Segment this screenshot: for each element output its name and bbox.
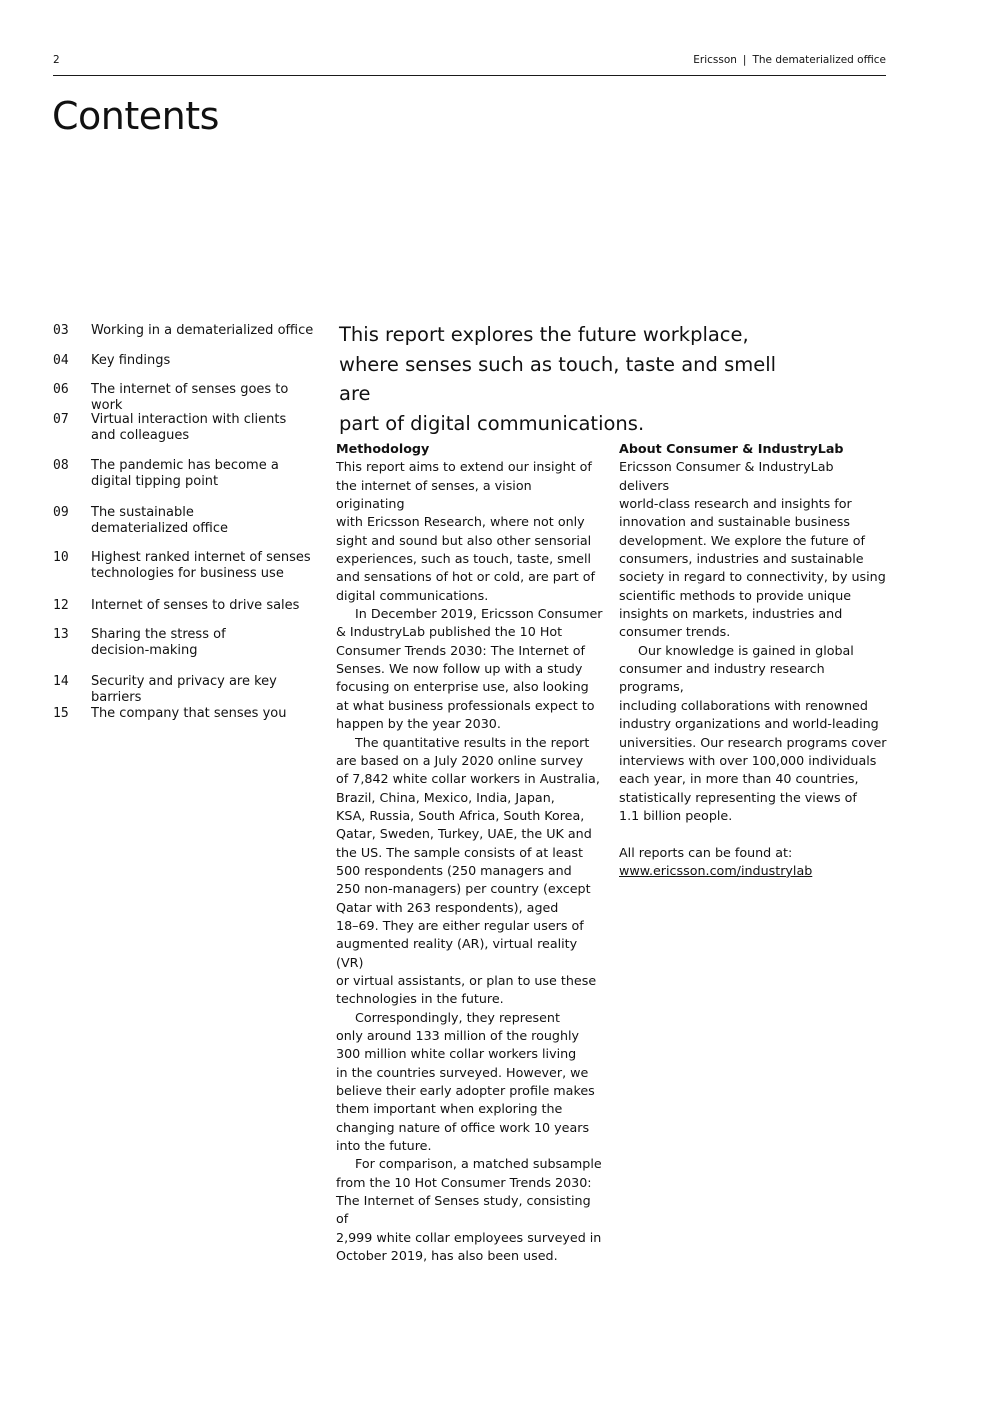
methodology-paragraph: In December 2019, Ericsson Consumer & IndustryLab published the 10 Hot Consumer Trends 2030: The Internet of Senses. We now follow up with a study focusing on enterprise use, also looking at what business professionals expect to happen by the year 2030. xyxy=(336,606,603,732)
industrylab-link[interactable]: www.ericsson.com/industrylab xyxy=(619,862,813,878)
toc-page-number: 04 xyxy=(53,353,69,368)
toc-title: Highest ranked internet of senses technologies for business use xyxy=(91,550,311,581)
reports-note: All reports can be found at: xyxy=(619,844,793,860)
toc-title: Key findings xyxy=(91,353,171,368)
about-paragraph: Our knowledge is gained in global consumer and industry research programs, including collaborations with renowned industry organizations and world-leading universities. Our research programs cover interviews with over 100,000 individuals each year, in more than 40 countries, statistically representing the views of 1.1 billion people. xyxy=(619,642,887,823)
toc-page-number: 15 xyxy=(53,706,69,721)
methodology-paragraph: For comparison, a matched subsample from the 10 Hot Consumer Trends 2030: The Internet of Senses study, consisting of 2,999 white collar employees surveyed in October 2019, has also been used. xyxy=(336,1156,602,1264)
toc-page-number: 08 xyxy=(53,458,69,473)
methodology-paragraph: Correspondingly, they represent only around 133 million of the roughly 300 million white collar workers living in the countries surveyed. However, we believe their early adopter profile makes them important when exploring the changing nature of office work 10 years into the future. xyxy=(336,1009,595,1154)
toc-page-number: 14 xyxy=(53,674,69,689)
intro-statement: This report explores the future workplace, where senses such as touch, taste and smell are part of digital communications. xyxy=(339,323,777,435)
page-header xyxy=(53,50,886,76)
brand-name: Ericsson xyxy=(693,54,737,66)
toc-page-number: 09 xyxy=(53,505,69,520)
toc-title: The sustainable dematerialized office xyxy=(91,505,228,536)
report-title: The dematerialized office xyxy=(752,54,886,66)
methodology-heading: Methodology xyxy=(336,441,430,456)
toc-title: Security and privacy are key barriers xyxy=(91,674,277,705)
toc-title: The company that senses you xyxy=(91,706,287,721)
about-paragraph: Ericsson Consumer & IndustryLab delivers world-class research and insights for innovation and sustainable business development. We explore the future of consumers, industries and sustainable society in regard to connectivity, by using scientific methods to provide unique insights on markets, industries and consumer trends. xyxy=(619,459,886,640)
toc-title: Internet of senses to drive sales xyxy=(91,598,300,613)
toc-title: Sharing the stress of decision-making xyxy=(91,627,226,658)
page-title: Contents xyxy=(52,94,219,138)
methodology-paragraph: The quantitative results in the report are based on a July 2020 online survey of 7,842 white collar workers in Australia, Brazil, China, Mexico, India, Japan, KSA, Russia, South Africa, South Korea, Qatar, Sweden, Turkey, UAE, the UK and the US. The sample consists of at least 500 respondents (250 managers and 250 non-managers) per country (except Qatar with 263 respondents), aged 18–69. They are either regular users of augmented reality (AR), virtual reality (VR) or virtual assistants, or plan to use these technologies in the future. xyxy=(336,734,600,1007)
toc-title: Virtual interaction with clients and colleagues xyxy=(91,412,287,443)
toc-page-number: 13 xyxy=(53,627,69,642)
toc-page-number: 07 xyxy=(53,412,69,427)
toc-page-number: 06 xyxy=(53,382,69,397)
header-separator: | xyxy=(742,54,747,66)
toc-title: The internet of senses goes to work xyxy=(91,382,289,413)
toc-page-number: 03 xyxy=(53,323,69,338)
toc-page-number: 12 xyxy=(53,598,69,613)
page-number: 2 xyxy=(53,54,60,66)
toc-title: Working in a dematerialized office xyxy=(91,323,314,338)
methodology-paragraph: This report aims to extend our insight of the internet of senses, a vision originating with Ericsson Research, where not only sight and sound but also other sensorial experiences, such as touch, taste, smell and sensations of hot or cold, are part of digital communications. xyxy=(336,459,595,603)
toc-title: The pandemic has become a digital tipping point xyxy=(91,458,279,489)
methodology-section xyxy=(336,440,604,1265)
about-section xyxy=(619,440,887,880)
running-head xyxy=(693,54,886,66)
toc-page-number: 10 xyxy=(53,550,69,565)
about-heading: About Consumer & IndustryLab xyxy=(619,441,844,456)
